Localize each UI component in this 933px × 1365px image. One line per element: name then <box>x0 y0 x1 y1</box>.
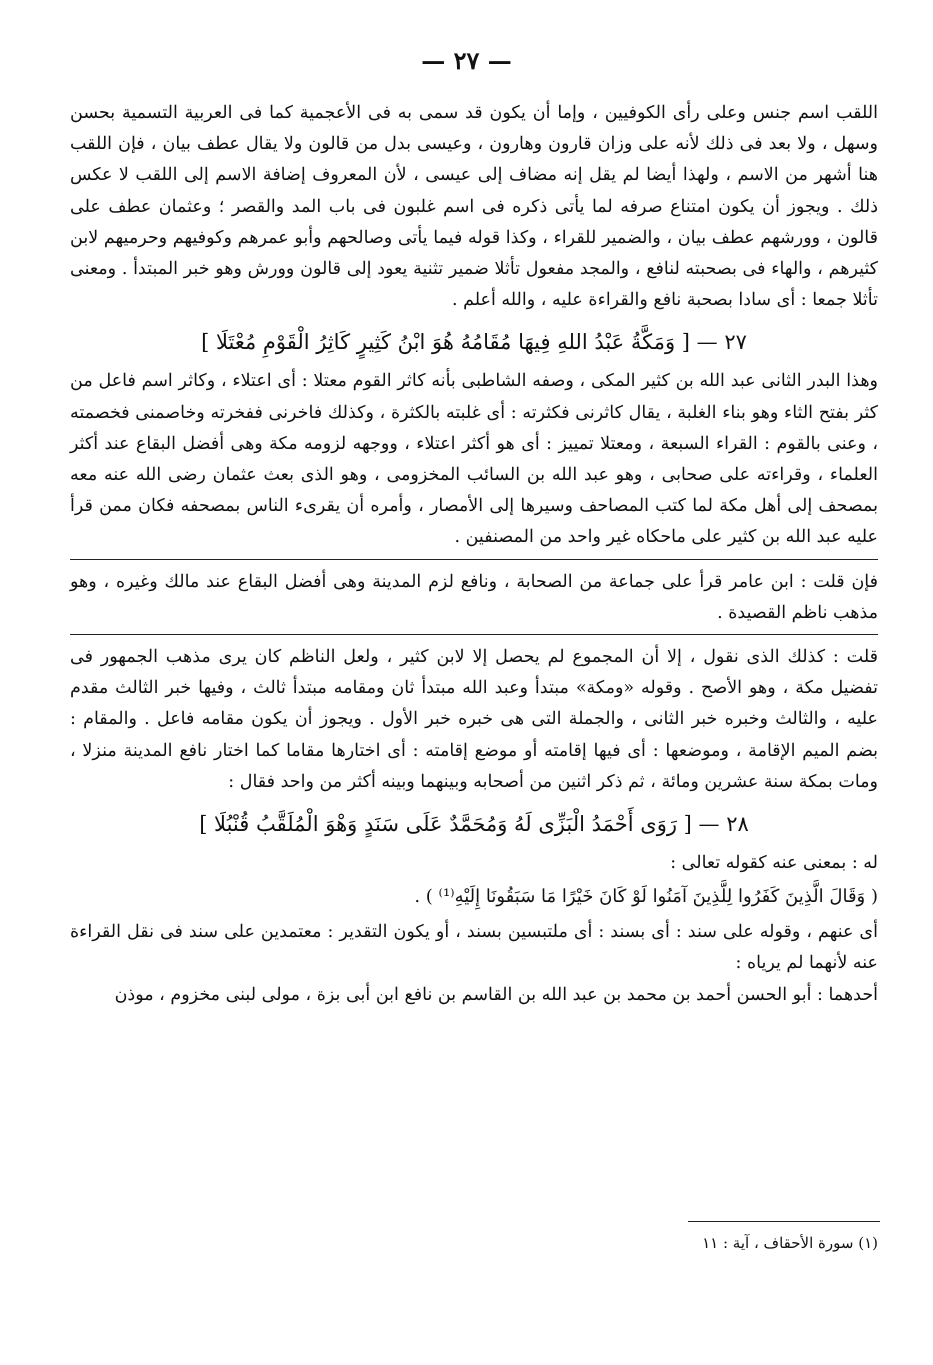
paragraph-sanad: أى عنهم ، وقوله على سند : أى بسند : أى ملتبسين بسند ، أو يكون التقدير : معتمدين على سند فى نقل القراءة عنه لأنهما لم يرياه : <box>70 922 878 974</box>
footnote: (١) سورة الأحقاف ، آية : ١١ <box>702 1234 878 1252</box>
main-text <box>70 98 878 1011</box>
verse-28: ٢٨ — [ رَوَى أَحْمَدُ الْبَزِّى لَهُ وَمُحَمَّدٌ عَلَى سَنَدٍ وَهْوَ الْمُلَقَّبُ قُنْبُلَا ] <box>199 812 749 837</box>
page-number: — ٢٧ — <box>421 46 512 75</box>
paragraph-question: فإن قلت : ابن عامر قرأ على جماعة من الصحابة ، ونافع لزم المدينة وهى أفضل البقاع عند مالك وغيره ، وهو مذهب ناظم القصيدة . <box>70 571 878 623</box>
separator-1 <box>70 559 878 560</box>
paragraph-lqab: اللقب اسم جنس وعلى رأى الكوفيين ، وإما أن يكون قد سمى به فى الأعجمية كما فى العربية التسمية بحسن وسهل ، ولا بعد فى ذلك لأنه على وزان قارون وهارون ، وعيسى بدل من قالون ولا يقال عطف بيان ، فإن اللقب هنا أشهر من الاسم ، ولهذا أيضا لم يقل إنه مضاف إلى عيسى ، لأن المعروف إضافة الاسم إلى اللقب لا عكس ذلك . ويجوز أن يكون امتناع صرفه لما يأتى ذكره فى اسم غلبون فى باب المد والقصر ؛ وعثمان عطف على قالون ، وورشهم عطف بيان ، والضمير للقراء ، وكذا قوله فيما يأتى وصالحهم وأبو عمرهم وكوفيهم وحرميهم لابن كثيرهم ، والهاء فى بصحبته لنافع ، والمجد مفعول تأثلا ضمير تثنية يعود إلى قالون وورش وهو خبر المبتدأ . ومعنى تأثلا جمعا : أى سادا بصحبة نافع والقراءة عليه ، والله أعلم . <box>70 103 878 311</box>
paragraph-ibn-kathir: وهذا البدر الثانى عبد الله بن كثير المكى ، وصفه الشاطبى بأنه كاثر القوم معتلا : أى اعتلاء ، وكاثر اسم فاعل من كثر بفتح الثاء وهو بناء الغلبة ، يقال كاثرنى فكثرته : أى غلبته بالكثرة ، وكذلك فاخرنى ففخرته وخاصمنى فخصمته ، وعنى بالقوم : القراء السبعة ، ومعتلا تمييز : أى هو أكثر اعتلاء ، ووجهه لزومه مكة وهى أفضل البقاع عند أكثر العلماء ، وقراءته على صحابى ، وهو عبد الله بن السائب المخزومى ، وهو الذى بعث عثمان رضى الله عنه معه بمصحف إلى أهل مكة لما كتب المصاحف وسيرها إلى الأمصار ، وأمره أن يقرىء الناس بمصحفه فكان ممن قرأ عليه عبد الله بن كثير على ماحكاه غير واحد من المصنفين . <box>70 371 878 548</box>
verse-27: ٢٧ — [ وَمَكَّةُ عَبْدُ اللهِ فِيهَا مُقَامُهُ هُوَ ابْنُ كَثِيرٍ كَاثِرُ الْقَوْمِ مُعْتَلَا ] <box>201 330 747 355</box>
paragraph-lahu: له : بمعنى عنه كقوله تعالى : <box>670 853 878 874</box>
paragraph-answer: قلت : كذلك الذى نقول ، إلا أن المجموع لم يحصل إلا لابن كثير ، ولعل الناظم كان يرى مذهب الجمهور فى تفضيل مكة ، وهو الأصح . وقوله «ومكة» مبتدأ وعبد الله مبتدأ ثان ومقامه مبتدأ ثالث ، وفيها خبر الثالث مقدم عليه ، والثالث وخبره خبر الثانى ، والجملة التى هى خبره خبر الأول . ويجوز أن يكون مقامه فاعل . والمقام : بضم الميم الإقامة ، وموضعها : أى فيها إقامته أو موضع إقامته : أى اختارها مقاما كما اختار نافع المدينة منزلا ، ومات بمكة سنة عشرين ومائة ، ثم ذكر اثنين من أصحابه وبينهما وبينه أكثر من واحد فقال : <box>70 647 879 792</box>
footnote-divider <box>688 1221 880 1222</box>
paragraph-bazzi: أحدهما : أبو الحسن أحمد بن محمد بن عبد الله بن القاسم بن نافع ابن أبى بزة ، مولى لبنى مخزوم ، موذن <box>114 984 878 1005</box>
separator-2 <box>70 634 878 635</box>
quran-quote: ( وَقَالَ الَّذِينَ كَفَرُوا لِلَّذِينَ آمَنُوا لَوْ كَانَ خَيْرًا مَا سَبَقُونَا إِلَيْهِ⁽¹⁾ ) . <box>414 886 878 908</box>
